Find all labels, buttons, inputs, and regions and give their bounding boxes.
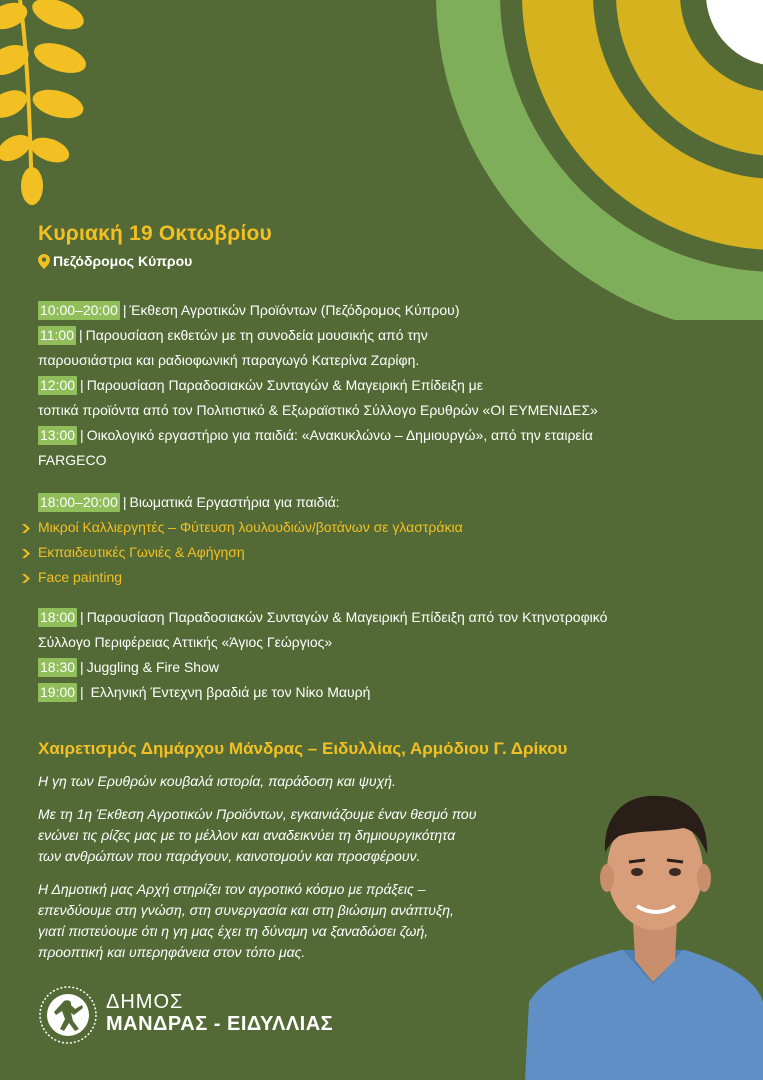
greeting-line: Η Δημοτική μας Αρχή στηρίζει τον αγροτικό κόσμο με πράξεις – [38,881,426,897]
municipality-name [106,992,333,1036]
workshop-label: Εκπαιδευτικές Γωνιές & Αφήγηση [38,544,245,560]
schedule-evening [38,605,738,705]
greeting-line: προοπτική και υπερηφάνεια στον τόπο μας. [38,944,306,960]
time-badge: 18:00–20:00 [40,494,118,510]
municipality-seal-icon [38,985,98,1045]
chevron-right-icon [21,548,32,559]
schedule-item: 18:30 | Juggling & Fire Show [40,659,219,675]
schedule-item: 13:00 | Οικολογικό εργαστήριο για παιδιά: «Ανακυκλώνω – Δημιουργώ», από την εταιρεία [40,427,593,443]
concentric-arcs-decoration [0,0,763,320]
time-badge: 18:00 [40,609,76,625]
schedule-text-continued: παρουσιάστρια και ραδιοφωνική παραγωγό Κατερίνα Ζαρίφη. [38,352,420,368]
schedule-text: Juggling & Fire Show [86,659,219,675]
greeting-line: γιατί πιστεύουμε ότι η γη μας έχει τη δύναμη να ξαναδώσει ζωή, [38,923,429,939]
chevron-right-icon [21,523,32,534]
schedule-item: 10:00–20:00 | Έκθεση Αγροτικών Προϊόντων (Πεζόδρομος Κύπρου) [40,302,460,318]
greeting-line: επενδύουμε στη γνώση, στη συνεργασία και στη βιώσιμη ανάπτυξη, [38,902,454,918]
chevron-right-icon [21,573,32,584]
greeting-line: Με τη 1η Έκθεση Αγροτικών Προϊόντων, εγκαινιάζουμε έναν θεσμό που [38,806,477,822]
time-badge: 11:00 [40,327,74,343]
event-location [38,253,192,269]
greeting-paragraph-2 [38,804,578,867]
schedule-morning [38,298,738,473]
workshop-label: Face painting [38,569,123,585]
time-badge: 13:00 [40,427,76,443]
schedule-text-continued: FARGECO [38,452,107,468]
greeting-line: Η γη των Ερυθρών κουβαλά ιστορία, παράδοση και ψυχή. [38,773,396,789]
workshop-label: Μικροί Καλλιεργητές – Φύτευση λουλουδιών/βοτάνων σε γλαστράκια [38,519,463,535]
event-date-title: Κυριακή 19 Οκτωβρίου [38,222,272,245]
greeting-line: ενώνει τις ρίζες μας με το μέλλον και αναδεικνύει τη δημιουργικότητα [38,827,456,843]
workshop-item [38,540,738,565]
schedule-text-continued: Σύλλογο Περιφέρειας Αττικής «Άγιος Γεώργιος» [38,634,333,650]
schedule-text: Βιωματικά Εργαστήρια για παιδιά: [129,494,340,510]
municipality-line-1: ΔΗΜΟΣ [106,991,184,1013]
time-badge: 19:00 [40,684,76,700]
schedule-item: 18:00 | Παρουσίαση Παραδοσιακών Συνταγών & Μαγειρική Επίδειξη από τον Κτηνοτροφικό [40,609,608,625]
schedule-text: Έκθεση Αγροτικών Προϊόντων (Πεζόδρομος Κύπρου) [129,302,460,318]
map-pin-icon [38,254,50,269]
greeting-line: των ανθρώπων που παράγουν, καινοτομούν και προσφέρουν. [38,848,421,864]
greeting-paragraph-3 [38,879,578,963]
schedule-item: 11:00 | Παρουσίαση εκθετών με τη συνοδεία μουσικής από την [40,327,428,343]
schedule-item: 12:00 | Παρουσίαση Παραδοσιακών Συνταγών & Μαγειρική Επίδειξη με [40,377,483,393]
schedule-text: Παρουσίαση εκθετών με τη συνοδεία μουσικής από την [85,327,428,343]
greeting-paragraph-1 [38,771,578,792]
schedule-text: Ελληνική Έντεχνη βραδιά με τον Νίκο Μαυρή [86,684,371,700]
greeting-title: Χαιρετισμός Δημάρχου Μάνδρας – Ειδυλλίας, Αρμόδιου Γ. Δρίκου [38,739,568,758]
workshop-item [38,515,738,540]
schedule-text: Παρουσίαση Παραδοσιακών Συνταγών & Μαγειρική Επίδειξη με [86,377,483,393]
location-label: Πεζόδρομος Κύπρου [53,253,193,269]
schedule-item: 18:00–20:00 | Βιωματικά Εργαστήρια για παιδιά: [40,494,340,510]
time-badge: 12:00 [40,377,76,393]
workshop-item [38,565,738,590]
schedule-text: Παρουσίαση Παραδοσιακών Συνταγών & Μαγειρική Επίδειξη από τον Κτηνοτροφικό [86,609,608,625]
time-badge: 10:00–20:00 [40,302,118,318]
schedule-text-continued: τοπικά προϊόντα από τον Πολιτιστικό & Εξωραϊστικό Σύλλογο Ερυθρών «ΟΙ ΕΥΜΕΝΙΔΕΣ» [38,402,598,418]
municipality-line-2: ΜΑΝΔΡΑΣ - ΕΙΔΥΛΛΙΑΣ [106,1013,334,1035]
mayor-portrait [525,770,763,1080]
schedule-item: 19:00 | Ελληνική Έντεχνη βραδιά με τον Νίκο Μαυρή [40,684,371,700]
schedule-workshops [38,490,738,590]
schedule-text: Οικολογικό εργαστήριο για παιδιά: «Ανακυκλώνω – Δημιουργώ», από την εταιρεία [86,427,593,443]
time-badge: 18:30 [40,659,76,675]
